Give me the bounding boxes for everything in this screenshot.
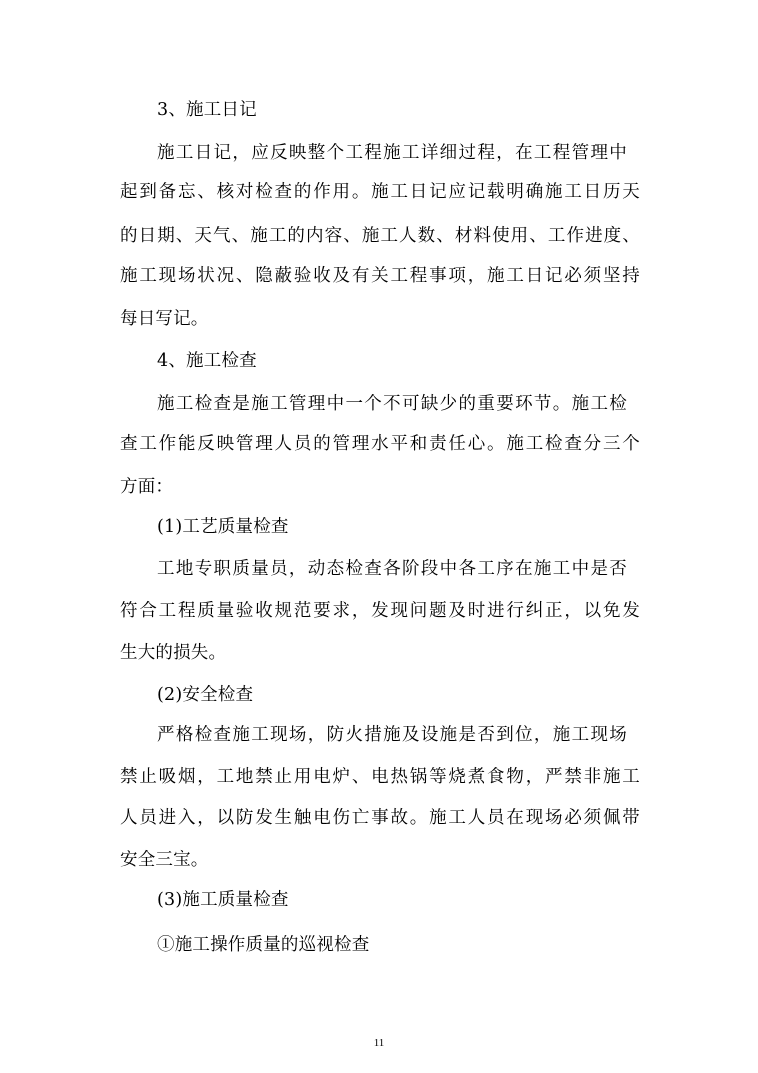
paragraph-line: 施工日记，应反映整个工程施工详细过程，在工程管理中 [157,143,627,163]
subheading-safety-inspection: (2)安全检查 [157,685,254,705]
paragraph-line: 安全三宝。 [120,850,209,870]
section-heading-construction-diary: 3、施工日记 [157,100,257,120]
paragraph-line: 起到备忘、核对检查的作用。施工日记应记载明确施工日历天 [120,182,640,202]
paragraph-line: 禁止吸烟，工地禁止用电炉、电热锅等烧煮食物，严禁非施工 [120,767,640,787]
paragraph-line: 的日期、天气、施工的内容、施工人数、材料使用、工作进度、 [120,226,640,246]
paragraph-line: 严格检查施工现场，防火措施及设施是否到位，施工现场 [157,725,627,745]
paragraph-line: 符合工程质量验收规范要求，发现问题及时进行纠正，以免发 [120,601,640,621]
section-heading-construction-inspection: 4、施工检查 [157,351,257,371]
list-item-patrol-inspection: ①施工操作质量的巡视检查 [157,935,370,955]
paragraph-line: 生大的损失。 [120,643,227,663]
paragraph-line: 人员进入，以防发生触电伤亡事故。施工人员在现场必须佩带 [120,808,640,828]
subheading-process-quality-inspection: (1)工艺质量检查 [157,517,289,537]
paragraph-line: 施工现场状况、隐蔽验收及有关工程事项，施工日记必须坚持 [120,266,640,286]
paragraph-line: 方面： [120,477,174,497]
subheading-construction-quality-inspection: (3)施工质量检查 [157,890,289,910]
paragraph-line: 工地专职质量员，动态检查各阶段中各工序在施工中是否 [157,559,627,579]
page-number: 11 [373,1037,385,1049]
paragraph-line: 每日写记。 [120,309,209,329]
paragraph-line: 施工检查是施工管理中一个不可缺少的重要环节。施工检 [157,394,627,414]
paragraph-line: 查工作能反映管理人员的管理水平和责任心。施工检查分三个 [120,434,640,454]
